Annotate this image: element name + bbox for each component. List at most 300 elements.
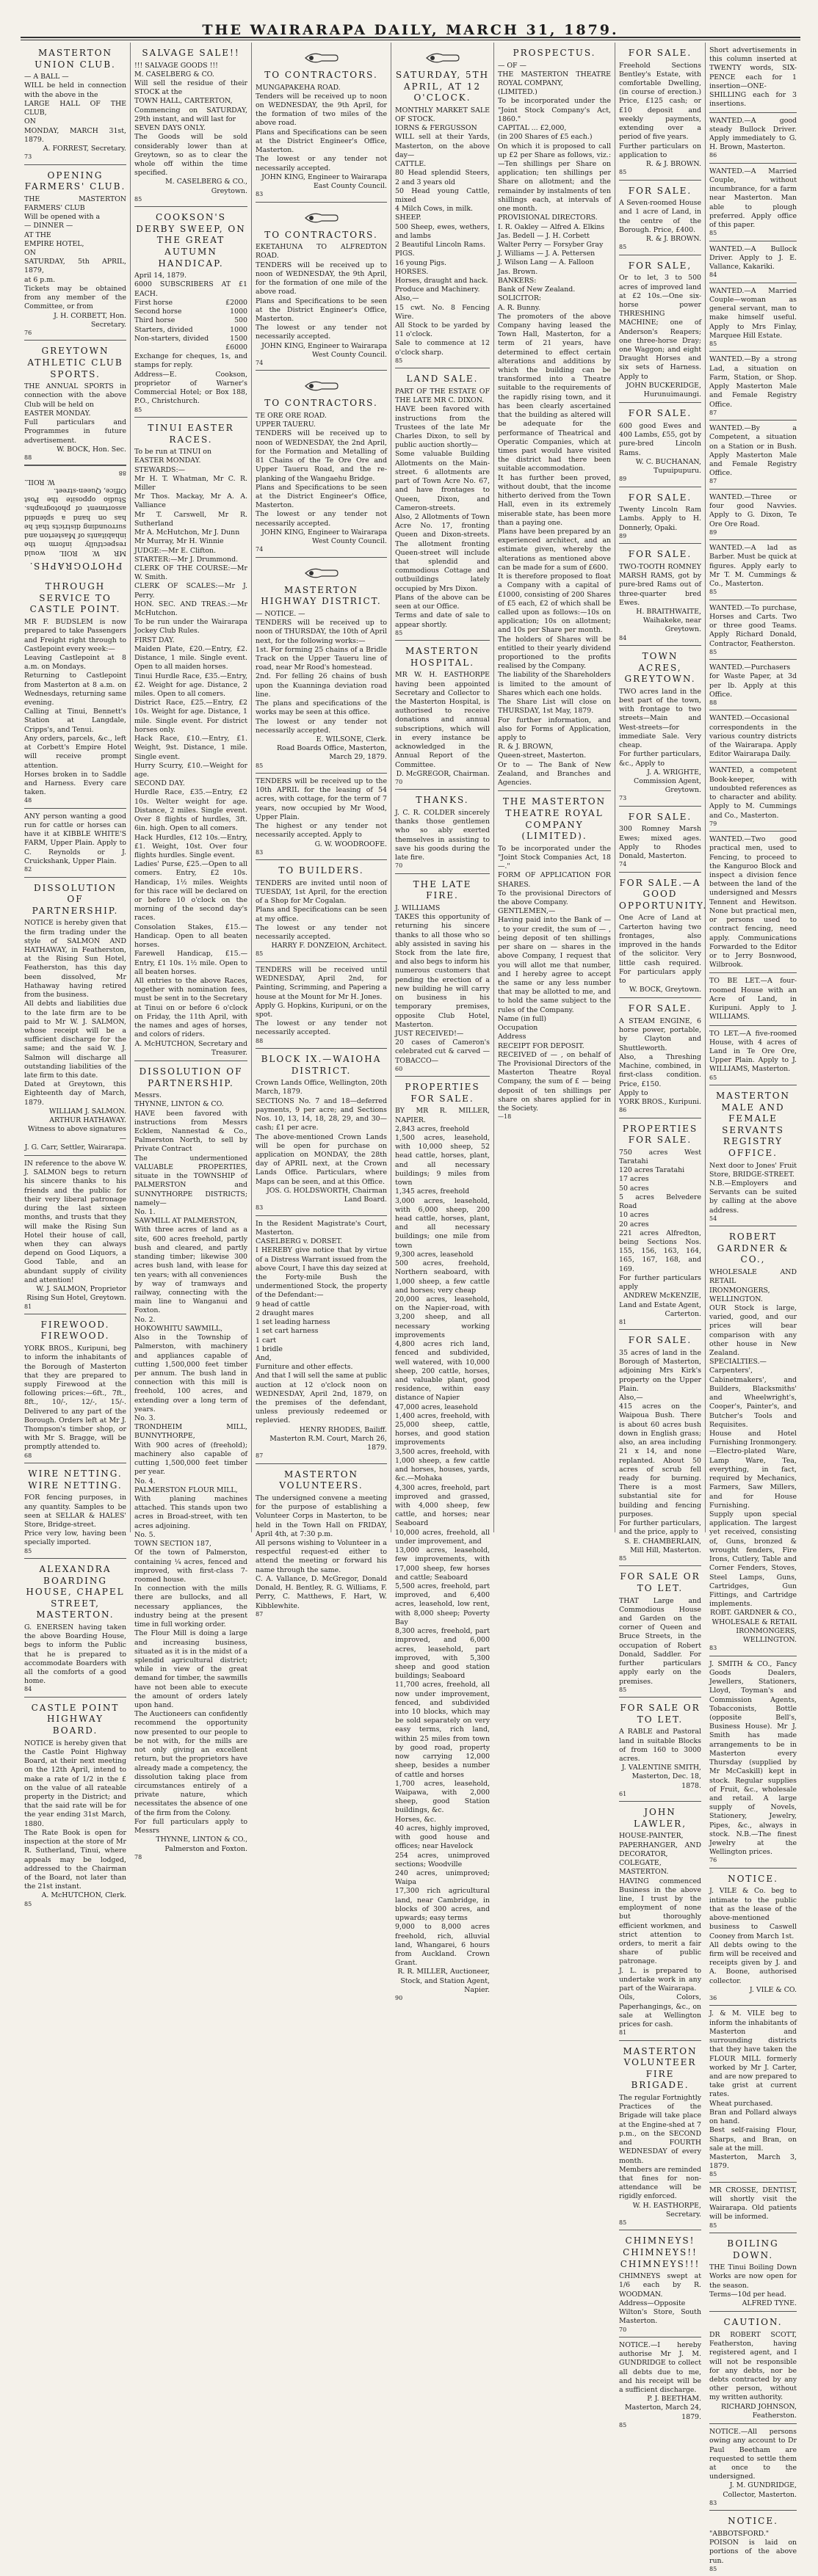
ad-signature: YORK BROS., Kuripuni. xyxy=(619,1097,701,1106)
ad-body: J. C. R. COLDER sincerely thanks those gentlemen who so ably exerted themselves in assisting to save his goods during the late fire. xyxy=(395,808,490,862)
advertisement xyxy=(498,791,611,1124)
ad-heading: FOR SALE. xyxy=(628,492,692,503)
advertisement xyxy=(134,1061,247,1864)
ad-heading: OPENING FARMERS' CLUB. xyxy=(24,170,126,192)
ad-signature: J. VALENTINE SMITH, Masterton, Dec. 18, 1878. xyxy=(621,1764,701,1790)
ad-number: 83 xyxy=(256,1204,264,1212)
ad-body: EKETAHUNA TO ALFREDTON ROAD. TENDERS will be received up to noon of WEDNESDAY, the 9th April, for the formation of one mile of the above road. Plans and Specifications to be seen at the District Engineer's Office, Masterton. The lowest or any tender not necessarily accepted. xyxy=(256,243,387,341)
ad-body: TO LET.—A five-roomed House, with 4 acres of Land in Te Ore Ore, Upper Plain. Apply to J. WILLIAMS, Masterton. xyxy=(709,1029,797,1074)
ad-signature: RICHARD JOHNSON, Featherston. xyxy=(721,2402,797,2420)
ad-number: 83 xyxy=(709,2499,717,2506)
ad-number: 74 xyxy=(256,546,264,553)
advertisement xyxy=(256,774,387,860)
advertisement xyxy=(709,710,797,763)
prize-amount: 500 xyxy=(234,316,247,325)
advertisement xyxy=(709,283,797,352)
advertisement xyxy=(134,418,247,1061)
advertisement xyxy=(395,790,490,873)
ad-number: 85 xyxy=(619,169,627,176)
advertisement xyxy=(709,241,797,283)
ad-number: 85 xyxy=(24,1900,32,1907)
ad-heading: FOR SALE OR TO LET. xyxy=(620,1703,701,1725)
ad-body: MONTHLY MARKET SALE OF STOCK. IORNS & FERGUSSON WILL sell at their Yards, Masterton, on the above day— CATTLE. 80 Head splendid Steers, 2 and 3 years old 50 Head young Cattle, mixed 4 Milch Cows, in milk. SHEEP. 500 Sheep, ewes, wethers, and lambs 2 Beautiful Lincoln Rams. PIGS. 16 young Pigs. HORSES. Horses, draught and hack. Produce and Machinery. Also,— 15 cwt. No. 8 Fencing Wire. All Stock to be yarded by 11 o'clock. Sale to commence at 12 o'clock sharp. xyxy=(395,106,490,357)
ad-number: 89 xyxy=(619,476,627,483)
newspaper-page xyxy=(21,0,800,2572)
advertisement xyxy=(24,341,126,465)
ad-number: 70 xyxy=(395,779,403,785)
advertisement xyxy=(709,1656,797,1869)
ad-heading: PROPERTIES FOR SALE. xyxy=(622,1123,698,1146)
ad-signature: S. E. CHAMBERLAIN, Mill Hill, Masterton. xyxy=(624,1537,701,1554)
ad-body: Freehold Sections Bentley's Estate, with comfortable Dwelling, (in course of erection.) Price, £125 cash; or £10 deposit and weekly payments, extending over a period of five years. Further particulars on application to xyxy=(619,61,701,159)
ad-heading: JOHN LAWLER, xyxy=(633,1807,687,1829)
ad-number: 85 xyxy=(24,1547,32,1554)
ad-number: 48 xyxy=(24,797,32,804)
ad-body: BY MR R. MILLER, NAPIER. 2,843 acres, freehold 1,500 acres, leasehold, with 10,000 sheep, 52 head cattle, horses, plant, and all necessary buildings; 9 miles from town 1,345 acres, freehold 3,000 acres, leasehold, with 6,000 sheep, 200 head cattle, horses, plant, and all necessary buildings; one mile from town 9,300 acres, leasehold 500 acres, freehold, Northern seaboard, with 1,000 sheep, a few cattle and horses; very cheap 20,000 acres, leasehold, on the Napier-road, with 3,200 sheep, and all necessary working improvements 4,800 acres rich land, fenced and subdivided, well watered, with 10,000 sheep, 200 cattle, horses, and valuable plant, good residence, within easy distance of Napier 47,000 acres, leasehold 1,400 acres, freehold, with 25,000 sheep, cattle, horses, and good station improvements 3,500 acres, freehold, with 1,000 sheep, a few cattle and horses, houses, yards, &c.—Mohaka 4,300 acres, freehold, part improved and grassed, with 4,000 sheep, few cattle, and horses; near Seaboard 10,000 acres, freehold, all under improvement, and 13,000 acres, leasehold, few improvements, with 17,000 sheep, few horses and cattle; Seaboard 5,500 acres, freehold, part improved, and 6,400 acres, leasehold, low rent, with 8,000 sheep; Poverty Bay 8,300 acres, freehold, part improved, and 6,000 acres, leasehold, part improved, with 5,300 sheep and good station buildings; Seaboard 11,700 acres, freehold, all now under improvement, fenced, and subdivided into 10 blocks, which may be sold separately on very easy terms, rich land, within 25 miles from town by good road, property now carrying 12,000 sheep, besides a number of cattle and horses 1,700 acres, leasehold, Waipawa, with 2,000 sheep, good Station buildings, &c. Horses, &c. 40 acres, highly improved, with good house and offices; near Havelock 254 acres, unimproved sections; Woodville 240 acres, unimproved; Waipa 17,300 rich agricultural land, near Cambridge, in blocks of 300 acres, and upwards; easy terms 9,000 to 8,000 acres freehold, rich, alluvial land, Whangarei, 6 hours from Auckland. Crown Grant. xyxy=(395,1107,490,1968)
prize-row xyxy=(134,316,247,325)
ad-body: MR W. ROIL would respectfully inform the inhabitants of Masterton and surrounding districts that he has on hand a splendid assortment of photographs. Studio opposite the Post Office, Queen-street. xyxy=(24,487,126,558)
ad-body: MR CROSSE, DENTIST, will shortly visit the Wairarapa. Old patients will be informed. xyxy=(709,2186,797,2222)
ad-heading: PHOTOGRAPHS. xyxy=(28,561,123,572)
ad-body: WANTED.—Occasional correspondents in the various country districts of the Wairarapa. Apply Editor Wairarapa Daily. xyxy=(709,714,797,759)
column-5 xyxy=(494,43,615,1532)
ad-signature: THYNNE, LINTON & CO., Palmerston and Foxton. xyxy=(156,1835,247,1853)
ad-body: MR F. BUDSLEM is now prepared to take Passengers and Freight right through to Castlepoint every week:— Leaving Castlepoint at 8 a.m. on Mondays. Returning to Castlepoint from Masterton at 8 a.m. on Wednesdays, returning same evening. Calling at Tinui, Bennett's Station at Langdale, Cripps's, and Tenui. Any orders, parcels, &c., left at Corbett's Empire Hotel will receive prompt attention. Horses broken in to Saddle and Harness. Every care taken. xyxy=(24,618,126,797)
prize-row xyxy=(134,326,247,335)
advertisement xyxy=(709,2511,797,2576)
ad-body: WANTED.—By a Competent, a situation on a Station or in Bush. Apply Masterton Male and Female Registry Office. xyxy=(709,424,797,478)
advertisement xyxy=(619,1802,701,2040)
advertisement xyxy=(709,832,797,973)
prize-amount: £6000 xyxy=(225,343,247,352)
ad-number: 85 xyxy=(709,2222,717,2229)
advertisement xyxy=(709,490,797,540)
ad-body: TE ORE ORE ROAD. UPPER TAUERU. TENDERS will be received up to noon of WEDNESDAY, the 2nd April, for the Formation and Metalling of 81 Chains of the Te Ore Ore and Upper Taueru Road, and the re-planking of the Wangaehu Bridge. Plans and Specifications to be seen at the District Engineer's Office, Masterton. The lowest or any tender not necessarily accepted. xyxy=(256,412,387,528)
ad-body: One Acre of Land at Carterton having two frontages, also improved in the hands of the solicitor. Very little cash required. For particulars apply to xyxy=(619,914,701,985)
advertisement xyxy=(24,1314,126,1463)
advertisement xyxy=(256,43,387,203)
ad-heading: MASTERTON VOLUNTEER FIRE BRIGADE. xyxy=(623,2045,698,2091)
ad-number: 73 xyxy=(24,153,32,161)
ad-signature: JOHN KING, Engineer to Wairarapa West County Council. xyxy=(261,528,387,546)
ad-heading: LAND SALE. xyxy=(406,374,479,385)
ad-body-extra: Exchange for cheques, 1s, and stamps for reply. Address—E. Cookson, proprietor of Warner's Commercial Hotel; or Box 188, P.O., Christchurch. xyxy=(134,352,247,406)
ad-number: 68 xyxy=(24,1452,32,1459)
ad-number: 85 xyxy=(256,762,264,769)
ad-body: WANTED.—Two good practical men, used to Fencing, to proceed to the Kanguroo Block and inspect a division fence between the land of the undersigned and Messrs Tennent and Hewitson. None but practical men, or persons used to contract fencing, need apply. Communications Forwarded to the Editor or to Jerry Bosnwood, Wilbrook. xyxy=(709,835,797,969)
ad-body: DR ROBERT SCOTT, Featherston, having registered agent, and I will not be responsible for any debts, nor be debts contracted by any other person, without my written authority. xyxy=(709,2330,797,2402)
ad-body: Short advertisements in this column inserted at TWENTY words, SIX-PENCE each for 1 insertion—ONE-SHILLING each for 3 insertions. xyxy=(709,46,797,109)
ad-number: 61 xyxy=(619,1790,627,1797)
hand-pointer-icon xyxy=(303,208,341,228)
ad-number: 85 xyxy=(709,2171,717,2178)
advertisement xyxy=(709,1085,797,1226)
ad-signature: HENRY RHODES, Bailiff. Masterton R.M. Court, March 26, 1879. xyxy=(269,1425,387,1452)
ad-signature: A. McHUTCHON, Secretary and Treasurer. xyxy=(134,1039,247,1057)
ad-number: 73 xyxy=(619,795,627,802)
advertisement xyxy=(709,600,797,660)
advertisement xyxy=(709,352,797,421)
advertisement xyxy=(395,1077,490,2005)
ad-number: 78 xyxy=(134,1853,142,1860)
column-4 xyxy=(391,43,494,2002)
ad-signature: R. & J. BROWN. xyxy=(645,160,701,168)
prize-amount: £2000 xyxy=(225,298,247,307)
ad-heading: ROBERT GARDNER & CO., xyxy=(717,1231,789,1265)
ad-number: 81 xyxy=(619,2029,627,2037)
hand-pointer-icon xyxy=(303,376,341,396)
advertisement xyxy=(256,558,387,774)
prize-amount: 1000 xyxy=(230,325,247,334)
ad-body: WANTED.—A Married Couple—woman as general servant, man to make himself useful. Apply to Mrs Finlay, Marquee Hill Estate. xyxy=(709,286,797,340)
advertisement xyxy=(619,2230,701,2337)
ad-number: —18 xyxy=(498,1113,512,1121)
ad-body: To be incorporated under the "Joint Stock Companies Act, 18—." FORM OF APPLICATION FOR SHARES. To the provisional Directors of the above Company. GENTLEMEN,— Having paid into the Bank of — , to your credit, the sum of — , being deposit of ten shillings per share on — shares in the above Company, I request that you will allot me that number, and I hereby agree to accept the same or any less number that may be allotted to me, and to hold the same subject to the rules of the Company. Name (in full) Occupation Address RECEIPT FOR DEPOSIT. RECEIVED of — , on behalf of The Provisional Directors of the Masterton Theatre Royal Company, the sum of £ — being deposit of ten shillings per share on shares applied for in the Society. xyxy=(498,844,611,1113)
ad-number: 81 xyxy=(619,1318,627,1325)
ad-number: 74 xyxy=(619,861,627,868)
advertisement xyxy=(24,465,126,576)
ad-body: WANTED, a competent Book-keeper, with undoubted references as to character and ability. Apply to M. Cummings and Co., Masterton. xyxy=(709,766,797,820)
ad-signature: W. ROIL. xyxy=(24,477,55,486)
advertisement xyxy=(24,576,126,809)
ad-body: A RABLE and Pastoral land in suitable Blocks of from 160 to 3000 acres. xyxy=(619,1728,701,1763)
advertisement xyxy=(395,874,490,1077)
ad-heading: DISSOLUTION OF PARTNERSHIP. xyxy=(139,1066,243,1088)
ad-number: 85 xyxy=(709,648,717,655)
ad-signature: D. McGREGOR, Chairman. xyxy=(396,769,490,778)
column-6 xyxy=(615,43,708,2428)
advertisement xyxy=(619,1566,701,1698)
ad-body: THAT Large and Commodious House and Garden on the corner of Queen and Bruce Streets, in the occupation of Robert Donald, Saddler. For further particulars apply early on the premises. xyxy=(619,1596,701,1686)
ad-number: 85 xyxy=(709,589,717,596)
ad-number: 86 xyxy=(619,1107,627,1114)
ad-body: PART OF THE ESTATE OF THE LATE MR C. DIXON. HAVE been favored with instructions from the Trustees of the late Mr Charles Dixon, to sell by public auction shortly— Some valuable Building Allotments on the Main-street. 6 allotments are part of Town Acre No. 67, and have frontages to Queen, Dixon, and Cameron-streets. Also, 2 Allotments of Town Acre No. 17, fronting Queen and Dixon-streets. The allotment fronting Queen-street will include that splendid and commodious Cottage and outbuildings lately occupied by Mrs Dixon. Plans of the above can be seen at our Office. Terms and date of sale to appear shortly. xyxy=(395,387,490,629)
ad-body: ANY person wanting a good run for cattle or horses can have it at KIBBLE WHITE'S FARM, Upper Plain. Apply to C. Reynolds or J. Cruickshank, Upper Plain. xyxy=(24,812,126,865)
ad-body: Messrs. THYNNE, LINTON & CO. HAVE been favored with instructions from Messrs Ecklem, Nannestad & Co., Palmerston North, to sell by Private Contract The undermentioned VALUABLE PROPERTIES, situate in the TOWNSHIP of PALMERSTON and SUNNYTHORPE DISTRICTS; namely— No. 1. SAWMILL AT PALMERSTON, With three acres of land as a site, 600 acres freehold, partly bush and cleared, and partly standing timber; likewise 300 acres bush land, with lease for ten years; with all conveniences by way of tramways and railway, connecting with the main line to Wanganui and Foxton. No. 2. HOKOWHITU SAWMILL, Also in the Township of Palmerston, with machinery and appliances capable of cutting 1,500,000 feet timber per annum. The bush land in connection with this mill is freehold, 100 acres, and extending over a long term of years. No. 3. TRONDHEIM MILL, BUNNYTHORPE, With 900 acres of (freehold); machinery also capable of cutting 1,500,000 feet timber per year. No. 4. PALMERSTON FLOUR MILL, With planing machines attached. This stands upon two acres in Broad-street, with ten acres adjoining. No. 5. TOWN SECTION 187, Of the town of Palmerston, containing ¼ acres, fenced and improved, with first-class 7-roomed house. In connection with the mills there are bullocks, and all necessary appliances, the industry being at the present time in full working order. The Flour Mill is doing a large and increasing business, situated as it is in the midst of a splendid agricultural district; while in view of the great demand for timber, the sawmills have not been able to execute the amount of orders lately upon hand. The Auctioneers can confidently recommend the opportunity now presented to our people to be not with, for the mills are not only giving an excellent return, but the proprietors have already made a competency, the dissolution taking place from circumstances entirely of a private nature, which necessitates the absence of one of the firm from the Colony. For full particulars apply to Messrs xyxy=(134,1091,247,1835)
advertisement xyxy=(619,544,701,646)
ad-heading: COOKSON'S DERBY SWEEP, ON THE GREAT AUTUMN HANDICAP. xyxy=(136,212,246,269)
advertisement xyxy=(619,181,701,255)
ad-body: !!! SALVAGE GOODS !!! M. CASELBERG & CO. Will sell the residue of their STOCK at the TOWN HALL, CARTERTON, Commencing on SATURDAY, 29th instant, and will last for SEVEN DAYS ONLY. The Goods will be sold considerably lower than at Greytown, so as to clear the whole off within the time specified. xyxy=(134,61,247,178)
advertisement xyxy=(709,660,797,710)
ad-body: FOR fencing purposes, in any quantity. Samples to be seen at SELLAR & HALES' Store, Bridge-street. Price very low, having been specially imported. xyxy=(24,1493,126,1547)
ad-signature: W. J. SALMON, Proprietor Rising Sun Hotel, Greytown. xyxy=(26,1285,126,1303)
ad-body: In the Resident Magistrate's Court, Masterton. CASELBERG v. DORSET. I HEREBY give notice that by virtue of a Distress Warrant issued from the above Court, I have this day seized at the Forty-mile Bush the undermentioned Stock, the property of the Defendant:— 9 head of cattle 2 draught mares 1 set leading harness 1 set cart harness 1 cart 1 bridle And, Furniture and other effects. And that I will sell the same at public auction at 12 o'clock noon on WEDNESDAY, April 2nd, 1879, on the premises of the defendant, unless previously redeemed or replevied. xyxy=(256,1219,387,1425)
masthead-rule xyxy=(21,37,800,38)
advertisement xyxy=(619,43,701,181)
ad-heading: DISSOLUTION OF PARTNERSHIP. xyxy=(32,882,119,916)
ad-body: TENDERS will be received up to the 10th APRIL for the leasing of 54 acres, with cottage, for the term of 7 years, now occupied by Mr Wood, Upper Plain. The highest or any tender not necessarily accepted. Apply to xyxy=(256,777,387,840)
advertisement xyxy=(709,2312,797,2424)
ad-heading: TO CONTRACTORS. xyxy=(264,229,378,240)
advertisement xyxy=(395,43,490,368)
advertisement xyxy=(24,165,126,341)
prize-row xyxy=(134,343,247,352)
prize-label: Third horse xyxy=(134,316,175,325)
prize-label: Starters, divided xyxy=(134,325,193,334)
advertisement xyxy=(24,1698,126,1911)
ad-body: WANTED.—A Bullock Driver. Apply to J. E. Vallance, Kakariki. xyxy=(709,244,797,272)
advertisement xyxy=(709,421,797,490)
advertisement xyxy=(619,403,701,487)
ad-signature: W. C. BUCHANAN, Tupuipupuru. xyxy=(635,457,701,476)
ad-signature: R. & J. BROWN. xyxy=(645,235,701,244)
ad-heading: FOR SALE. xyxy=(628,185,692,196)
advertisement xyxy=(709,2006,797,2182)
advertisement xyxy=(619,1118,701,1331)
ad-number: 84 xyxy=(709,272,717,279)
ad-signature: M. CASELBERG & CO., Greytown. xyxy=(165,178,247,195)
ad-signature: J. H. CORBETT, Hon. Secretary. xyxy=(54,311,126,329)
column-2 xyxy=(131,43,252,1860)
ad-body: WANTED.—A good steady Bullock Driver. Apply immediately to G. H. Brown, Masterton. xyxy=(709,116,797,152)
ad-body: TENDERS are invited until noon of TUESDAY, 1st April, for the erection of a Shop for Mr Cogalan. Plans and Specifications can be seen at my office. The lowest or any tender not necessarily accepted. xyxy=(256,878,387,942)
ad-number: 65 xyxy=(709,1074,717,1081)
ad-body: YORK BROS., Kuripuni, beg to inform the inhabitants of the Borough of Masterton that they are prepared to supply Firewood at the following prices:—6ft., 7ft., 8ft., 10/-, 12/-, 15/-. Delivered to any part of the Borough. Orders left at Mr J. Thompson's timber shop, or with Mr S. Bragge, will be promptly attended to. xyxy=(24,1345,126,1452)
ad-body: TWO acres land in the best part of the town, with frontage to two streets—Main and West-streets—for immediate Sale. Very cheap. For further particulars, &c., Apply to xyxy=(619,687,701,768)
ad-body: THE Tinui Boiling Down Works are now open for the season. Terms—10d per head. xyxy=(709,2263,797,2299)
ad-signature: W. H. EASTHORPE, Secretary. xyxy=(632,2201,701,2219)
prize-label: First horse xyxy=(134,298,173,307)
ad-heading: PROSPECTUS. xyxy=(513,48,596,58)
prize-row xyxy=(134,308,247,316)
advertisement xyxy=(24,878,126,1156)
ad-number: 84 xyxy=(619,634,627,641)
ad-body: 300 Romney Marsh Ewes; mixed ages. Apply to Rhodes Donald, Masterton. xyxy=(619,825,701,861)
ad-number: 88 xyxy=(24,454,32,461)
ad-signature: ALFRED TYNE. xyxy=(742,2299,797,2308)
ad-body: Or to let, 3 to 500 acres of improved land at £2 10s.—One six-horse power THRESHING MACHINE; one of Anderson's Reapers; one three-horse Dray; one Waggon; and eight Draught Horses and six sets of Harness. Apply to xyxy=(619,274,701,381)
ad-heading: TINUI EASTER RACES. xyxy=(148,422,234,445)
ad-heading: BLOCK IX.—WAIOHA DISTRICT. xyxy=(261,1054,382,1076)
ad-heading: TO CONTRACTORS. xyxy=(264,398,378,409)
advertisement xyxy=(24,1463,126,1559)
ad-heading: FOR SALE. xyxy=(628,1335,692,1346)
ad-heading: SATURDAY, 5TH APRIL, AT 12 O'CLOCK. xyxy=(395,70,490,103)
ad-signature: JOHN BUCKERIDGE, Hurunuimaungi. xyxy=(626,381,701,399)
ad-number: 60 xyxy=(395,1065,403,1072)
ad-heading: FOR SALE.—A GOOD OPPORTUNITY. xyxy=(619,877,708,911)
advertisement xyxy=(24,809,126,878)
ad-number: 85 xyxy=(256,950,264,958)
ad-number: 76 xyxy=(24,330,32,337)
ad-number: 85 xyxy=(619,2219,627,2227)
advertisement xyxy=(619,646,701,807)
ad-number: 85 xyxy=(619,2421,627,2428)
ad-number: 89 xyxy=(619,532,627,539)
ad-number: 85 xyxy=(134,195,142,203)
ad-signature: W. BOCK, Greytown. xyxy=(629,986,701,994)
ad-signature: J. A. WRIGHTE, Commission Agent, Greytown. xyxy=(634,768,701,795)
ad-signature: E. WILSONE, Clerk. Road Boards Office, Masterton, March 29, 1879. xyxy=(277,735,387,762)
ad-number: 83 xyxy=(256,191,264,198)
ad-number: 85 xyxy=(619,244,627,251)
advertisement xyxy=(619,2041,701,2231)
ad-heading: MASTERTON HOSPITAL. xyxy=(405,646,480,668)
advertisement xyxy=(498,43,611,791)
advertisement xyxy=(709,43,797,113)
ad-heading: ALEXANDRA BOARDING HOUSE, CHAPEL STREET, MASTERTON. xyxy=(26,1563,125,1620)
advertisement xyxy=(709,540,797,600)
advertisement xyxy=(256,1216,387,1464)
advertisement xyxy=(619,807,701,873)
advertisement xyxy=(395,641,490,790)
ad-body: A Seven-roomed House and 1 acre of Land, in the centre of the Borough. Price, £400. xyxy=(619,199,701,234)
prize-row xyxy=(134,299,247,308)
ad-heading: FOR SALE. xyxy=(628,549,692,560)
ad-body: WANTED.—By a strong Lad, a situation on Farm, Station, or Shop. Apply Masterton Male and Female Registry Office. xyxy=(709,355,797,409)
ad-signature: JOHN KING, Engineer to Wairarapa East County Council. xyxy=(261,172,387,190)
ad-signature: J. VILE & CO. xyxy=(749,1985,797,1994)
ad-body: Twenty Lincoln Ram Lambs. Apply to H. Donnerly, Opaki. xyxy=(619,506,701,532)
ad-body: WANTED.—Three or four good Navvies. Apply to G. Dixon, Te Ore Ore Road. xyxy=(709,492,797,528)
advertisement xyxy=(709,164,797,241)
advertisement xyxy=(256,203,387,371)
prize-label: Second horse xyxy=(134,308,182,316)
ad-body: The regular Fortnightly Practices of the Brigade will take place at the Engine-shed at 7 p.m., on the SECOND and FOURTH WEDNESDAY of every month. Members are reminded that fines for non-attendance will be rigidly enforced. xyxy=(619,2093,701,2201)
ad-body: — OF — THE MASTERTON THEATRE ROYAL COMPANY, (LIMITED.) To be incorporated under the "Joint Stock Company's Act, 1860." CAPITAL ... £2,000, (in 200 Shares of £5 each.) On which it is proposed to call up £2 per Share as follows, viz.:—Ten shillings per Share on application; ten shillings per Share on allotment; and the remainder by instalments of ten shillings each, at intervals of one month. PROVISIONAL DIRECTORS. I. R. Oakley — Alfred A. Elkins Jas. Bedell — J. H. Corbett Walter Perry — Forsyber Gray J. Williams — J. A. Pettersen J. Wilson Lang — A. Falloon Jas. Brown. BANKERS: Bank of New Zealand. SOLICITOR: A. R. Bunny. The promoters of the above Company having leased the Town Hall, Masterton, for a term of 21 years, have determined to effect certain alterations and additions by which the building can be transformed into a Theatre suitable to the requirements of the rapidly rising town, and it has been clearly ascertained that the building as altered will be adequate for the performance of Theatrical and Operatic Companies, which at times past would have visited the district had there been suitable accommodation. It has further been proved, without doubt, that the income hitherto derived from the Town Hall, even in its extremely miserable state, has been more than a paying one. Plans have been prepared by an experienced architect, and an estimate given, whereby the alterations as mentioned above can be made for a sum of £600. It is therefore proposed to float a Company with a capital of £1000, consisting of 200 Shares of £5 each, £2 of which shall be called upon as follows:—10s on application; 10s on allotment; and 10s per Share per month. The holders of Shares will be entitled to their yearly dividend proportioned to the profits realised by the Company. The liability of the Shareholders is limited to the amount of Shares which each one holds. The Share List will close on THURSDAY, 1st May, 1879. For further information, and also for Forms of Application, apply to R. & J. BROWN, Queen-street, Masterton. Or to — The Bank of New Zealand, and Branches and Agencies. xyxy=(498,61,611,787)
advertisement xyxy=(256,860,387,962)
advertisement xyxy=(134,207,247,418)
ad-body: A STEAM ENGINE, 6 horse power, portable, by Clayton and Shuttleworth. Also, a Threshing Machine, combined, in first-class condition. Price, £150. Apply to xyxy=(619,1017,701,1097)
advertisement xyxy=(619,255,701,404)
ad-heading: WIRE NETTING. WIRE NETTING. xyxy=(28,1469,123,1491)
ad-body: WHOLESALE AND RETAIL IRONMONGERS, WELLINGTON. OUR Stock is large, varied, good, and our prices will bear comparison with any other house in New Zealand. SPECIALTIES.—Carpenters', Cabinetmakers', and Builders, Blacksmiths' and Wheelwright's, Cooper's, Painter's, and Butcher's Tools and Requisites. House and Hotel Furnishing Ironmongery. —Electro-plated Ware, Lamp Ware, Tea, everything, in fact, required by Mechanics, Farmers, Saw Millers, and for House Furnishing. Supply upon special application. The largest yet received, consisting of, Guns, bronzed & wrought fenders, Fire Irons, Cutlery, Table and Corner Fenders, Stoves, Steel Lamps, Guns, Cartridges, Gun Fittings, and Cartridge implements. xyxy=(709,1268,797,1609)
hand-pointer-icon xyxy=(303,48,341,68)
ad-number: 83 xyxy=(709,1645,717,1652)
ad-body: NOTICE.—All persons owing any account to Dr Paul Beetham are requested to settle them at once to the undersigned. xyxy=(709,2428,797,2481)
ad-heading: FOR SALE OR TO LET. xyxy=(620,1571,701,1593)
ad-number: 87 xyxy=(709,478,717,485)
advertisement xyxy=(709,2424,797,2511)
ad-heading: NOTICE. xyxy=(728,2516,778,2527)
ad-number: 85 xyxy=(709,341,717,348)
hand-pointer-icon xyxy=(303,564,341,583)
ad-number: 82 xyxy=(24,866,32,873)
ad-number: 84 xyxy=(24,1686,32,1693)
ad-body: J. & M. VILE beg to inform the inhabitants of Masterton and surrounding districts that they have taken the FLOUR MILL formerly worked by Mr J. Carter, and are now prepared to take grist at current rates. Wheat purchased. Bran and Pollard always on hand. Best self-raising Flour, Sharps, and Bran, on sale at the mill. Masterton, March 3, 1879. xyxy=(709,2009,797,2171)
ad-number: 85 xyxy=(395,357,403,364)
ad-heading: MASTERTON MALE AND FEMALE SERVANTS REGISTRY OFFICE. xyxy=(715,1091,791,1158)
ad-number: 88 xyxy=(256,1037,264,1044)
advertisement xyxy=(619,1698,701,1802)
ad-heading: FIREWOOD. FIREWOOD. xyxy=(40,1319,110,1342)
ad-number: 87 xyxy=(256,1610,264,1618)
advertisement xyxy=(619,2337,701,2432)
ad-heading: FOR SALE, xyxy=(628,260,692,271)
ad-body: HOUSE-PAINTER, PAPERHANGER, AND DECORATOR, COLEGATE, MASTERTON. HAVING commenced Business in the above line, I trust by the employment of none but thoroughly efficient workmen, and strict attention to orders, to merit a fair share of public patronage. J. L. is prepared to undertake work in any part of the Wairarapa. Oils, Colors, Paperhangings, &c., on sale at Wellington prices for cash. xyxy=(619,1832,701,2029)
column-1 xyxy=(21,43,131,1907)
ad-number: 87 xyxy=(709,409,717,416)
ad-body: TWO-TOOTH ROMNEY MARSH RAMS, got by pure-bred Rams out of three-quarter bred Ewes. xyxy=(619,562,701,607)
ad-body: WANTED.—A Married Couple, without incumbrance, for a farm near Masterton. Man able to plough preferred. Apply office of this paper. xyxy=(709,167,797,230)
ad-heading: FOR SALE. xyxy=(628,48,692,58)
ad-signature: R. R. MILLER, Auctioneer, Stock, and Station Agent, Napier. xyxy=(397,1968,490,1994)
ad-heading: SALVAGE SALE!! xyxy=(142,48,240,58)
ad-heading: PROPERTIES FOR SALE. xyxy=(405,1082,480,1104)
ad-heading: MASTERTON UNION CLUB. xyxy=(35,48,116,70)
ad-heading: GREYTOWN ATHLETIC CLUB SPORTS. xyxy=(27,346,123,379)
advertisement xyxy=(619,487,701,545)
ad-body: — A BALL — WILL be held in connection with the above in the LARGE HALL OF THE CLUB, ON MONDAY, MARCH 31st, 1879. xyxy=(24,73,126,144)
ad-heading: THE LATE FIRE. xyxy=(413,878,472,901)
advertisement xyxy=(709,2183,797,2233)
advertisement xyxy=(709,763,797,832)
ad-number: 36 xyxy=(709,1995,717,2002)
hand-pointer-icon xyxy=(424,48,462,68)
ad-body: J. SMITH & CO., Fancy Goods Dealers, Jewellers, Stationers, Lloyd, Toyman's and Commission Agents, Tobacconists, Bottle (opposite Bell's, Business House). Mr J. Smith has made arrangements to be in Masterton every Thursday (supplied by Mr McCaskill) kept in stock. Regular supplies of Fruit, &c., wholesale and retail. A large supply of Novels, Stationery, Jewelry, Pipes, &c., always in stock. N.B.—The finest Jewelry at the Wellington prices. xyxy=(709,1659,797,1857)
advertisement xyxy=(619,873,708,999)
ad-body: IN reference to the above W. J. SALMON begs to return his sincere thanks to his friends and the public for their very liberal patronage during the last sixteen months, and trusts that they will make the Rising Sun Hotel their house of call, when they can always depend on Good Liquors, a Good Table, and an abundant supply of civility and attention! xyxy=(24,1160,126,1284)
ad-body: Crown Lands Office, Wellington, 20th March, 1879. SECTIONS No. 7 and 18—deferred payments, 9 per acre; and Sections Nos. 10, 13, 14, 18, 28, 29, and 30—cash; £1 per acre. The above-mentioned Crown Lands will be open for purchase on application on MONDAY, the 28th day of APRIL next, at the Crown Lands Office. Particulars, where Maps can be seen, and at this Office. xyxy=(256,1079,387,1186)
advertisement xyxy=(619,1330,701,1566)
ad-heading: TO CONTRACTORS. xyxy=(264,70,378,80)
prize-row xyxy=(134,335,247,343)
ad-heading: FOR SALE. xyxy=(628,1003,692,1014)
ad-body: TENDERS will be received until WEDNESDAY, April 2nd, for Painting, Scrimming, and Papering a house at the Mount for Mr H. Jones. Apply G. Hopkins, Kuripuni, or on the spot. The lowest or any tender not necessarily accepted. xyxy=(256,965,387,1037)
ad-heading: THE MASTERTON THEATRE ROYAL COMPANY (LIMITED). xyxy=(502,796,607,842)
ad-signature: ROBT. GARDNER & CO., WHOLESALE & RETAIL IRONMONGERS, WELLINGTON. xyxy=(710,1609,797,1645)
ad-number: 85 xyxy=(395,629,403,636)
advertisement xyxy=(24,43,126,165)
ad-heading: THANKS. xyxy=(416,795,469,806)
ad-body: MR W. H. EASTHORPE having been appointed Secretary and Collector to the Masterton Hospital, is authorised to receive donations and annual subscriptions, which will in every instance be acknowledged in the Annual Report of the Committee. xyxy=(395,671,490,769)
prize-label: Non-starters, divided xyxy=(134,334,209,343)
advertisement xyxy=(709,1226,797,1656)
ad-signature: WILLIAM J. SALMON. ARTHUR HATHAWAY. Witness to above signatures— J. G. Carr, Settler, Wairarapa. xyxy=(24,1107,126,1151)
ad-body: The undersigned convene a meeting for the purpose of establishing a Volunteer Corps in Masterton, to be held in the Town Hall on FRIDAY, April 4th, at 7:30 p.m. All persons wishing to Volunteer in a respectful request-ed either to attend the meeting or forward his name through the same. C. A. Vallance, D. McGregor, Donald Donald, H. Bentley, R. G. Williams, F. Perry, C. Matthews, F. Hart, W. Kibblewhite. xyxy=(256,1493,387,1610)
ad-number: 87 xyxy=(256,1452,264,1460)
ad-signature: G. W. WOODROOFE. xyxy=(314,840,387,848)
ad-number: 85 xyxy=(619,1686,627,1693)
ad-body: 750 acres West Taratahi 120 acres Taratahi 17 acres 50 acres 5 acres Belvedere Road 10 acres 20 acres 221 acres Alfredton, being Sections Nos. 155, 156, 163, 164, 165, 167, 168, and 169. For further particulars apply xyxy=(619,1148,701,1292)
ad-signature: A. FORREST, Secretary. xyxy=(43,144,126,153)
ad-heading: CHIMNEYS! CHIMNEYS!! CHIMNEYS!!! xyxy=(620,2235,701,2269)
ad-heading: FOR SALE. xyxy=(628,811,692,822)
ad-signature: JOHN KING, Engineer to Wairarapa West County Council. xyxy=(261,341,387,359)
advertisement xyxy=(709,1869,797,2006)
ad-number: 86 xyxy=(709,152,717,159)
ad-signature: ANDREW McKENZIE, Land and Estate Agent, Carterton. xyxy=(619,1292,701,1318)
prize-amount: 1500 xyxy=(230,334,247,343)
ad-heading: TOWN ACRES, GREYTOWN. xyxy=(624,651,696,685)
ad-body: J. VILE & Co. beg to intimate to the public that as the lease of the above-mentioned business to Caswell Cooney from March 1st. All debts owing to the firm will be received and receipts given by J. and A. Boone, authorised collector. xyxy=(709,1887,797,1985)
ad-body: April 14, 1879. 6000 SUBSCRIBERS AT £1 EACH. xyxy=(134,272,247,298)
ad-number: 70 xyxy=(395,862,403,870)
ad-heading: NOTICE. xyxy=(728,1873,778,1884)
ad-body: TO BE LET.—A four-roomed House with an Acre of Land, in Kuripuni. Apply to J. WILLIAMS. xyxy=(709,977,797,1022)
column-3 xyxy=(252,43,391,1618)
ad-number: 85 xyxy=(619,1554,627,1562)
ad-number: 70 xyxy=(619,2326,627,2333)
advertisement xyxy=(256,962,387,1049)
advertisement xyxy=(619,998,701,1118)
ad-body: CHIMNEYS swept at 1/6 each by R. WOODMAN. Address—Opposite Wilton's Store, South Masterton. xyxy=(619,2272,701,2326)
ad-heading: FOR SALE. xyxy=(628,408,692,419)
ad-body: J. WILLIAMS TAKES this opportunity of returning his sincere thanks to all those who so ably assisted in saving his Stock from the late fire, and also begs to inform his numerous customers that pending the erection of a new building he will carry on business in his temporary premises, opposite Club Hotel, Masterton. JUST RECEIVED!— 20 cases of Cameron's celebrated cut & carved —TOBACCO— xyxy=(395,903,490,1065)
ad-body: 600 good Ewes and 400 Lambs, £55, got by pure-bred Lincoln Rams. xyxy=(619,421,701,457)
ad-signature: JOS. G. HOLDSWORTH, Chairman Land Board. xyxy=(266,1186,387,1204)
ad-signature: J. M. GUNDRIDGE, Collector, Masterton. xyxy=(723,2481,797,2499)
advertisement xyxy=(709,2233,797,2312)
ad-signature: A. McHUTCHON, Clerk. xyxy=(41,1891,126,1900)
ad-body: NOTICE is hereby given that the Castle Point Highway Board, at their next meeting on the 12th April, intend to make a rate of 1/2 in the £ on the value of all rateable property in the District; and that the said rate will be for the year ending 31st March, 1880. The Rate Book is open for inspection at the store of Mr R. Sutherland, Tinui, where appeals may be lodged, addressed to the Chairman of the Board, not later than the 21st instant. xyxy=(24,1739,126,1891)
ad-heading: TO BUILDERS. xyxy=(278,865,364,876)
advertisement xyxy=(24,1559,126,1698)
advertisement xyxy=(256,371,387,557)
ad-body: "ABBOTSFORD." POISON is laid on portions of the above run. xyxy=(709,2529,797,2565)
ad-number: 81 xyxy=(24,1303,32,1310)
